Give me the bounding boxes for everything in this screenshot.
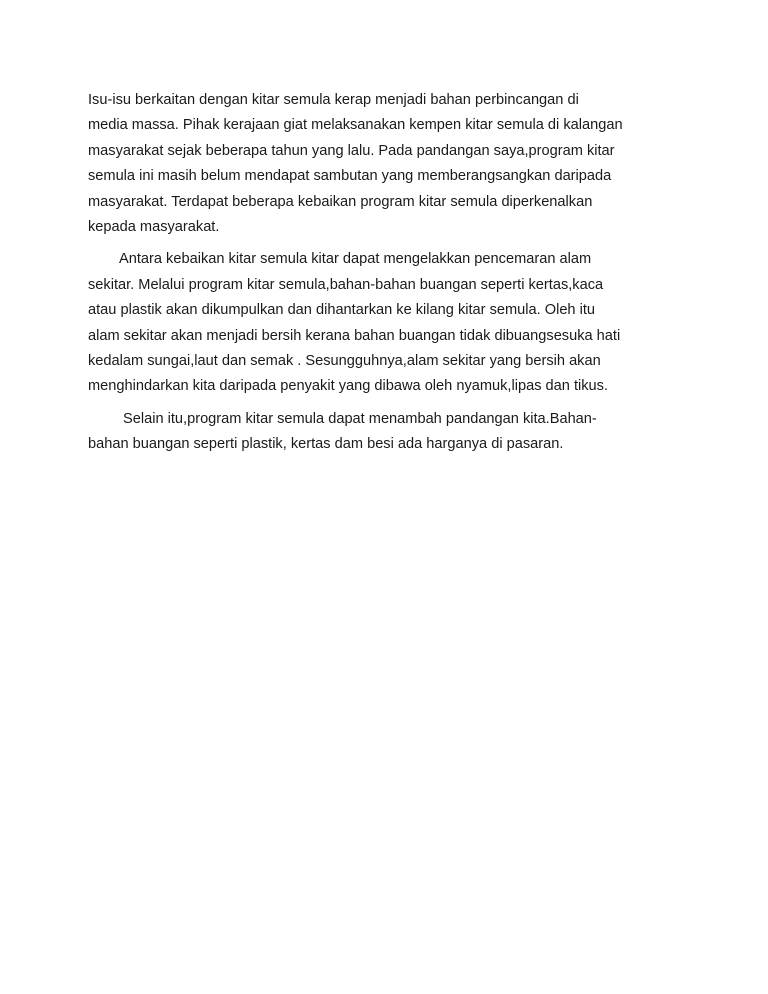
paragraph-line: semula ini masih belum mendapat sambutan yang memberangsangkan daripada — [88, 168, 612, 185]
paragraph-line: bahan buangan seperti plastik, kertas dam besi ada harganya di pasaran. — [88, 436, 564, 453]
paragraph-line: masyarakat sejak beberapa tahun yang lalu. Pada pandangan saya,program kitar — [88, 142, 615, 159]
paragraph-line: masyarakat. Terdapat beberapa kebaikan program kitar semula diperkenalkan — [88, 193, 593, 210]
paragraph-line: kedalam sungai,laut dan semak . Sesungguhnya,alam sekitar yang bersih akan — [88, 353, 601, 370]
paragraph-line: atau plastik akan dikumpulkan dan dihantarkan ke kilang kitar semula. Oleh itu — [88, 302, 596, 319]
paragraph-3 — [88, 407, 694, 458]
paragraph-line: kepada masyarakat. — [88, 219, 220, 236]
paragraph-line: Isu-isu berkaitan dengan kitar semula kerap menjadi bahan perbincangan di — [88, 92, 579, 108]
paragraph-line: alam sekitar akan menjadi bersih kerana bahan buangan tidak dibuangsesuka hati — [88, 327, 621, 344]
paragraph-2 — [88, 247, 694, 399]
paragraph-line: media massa. Pihak kerajaan giat melaksanakan kempen kitar semula di kalangan — [88, 117, 623, 134]
paragraph-line: sekitar. Melalui program kitar semula,bahan-bahan buangan seperti kertas,kaca — [88, 276, 604, 293]
paragraph-line: Selain itu,program kitar semula dapat menambah pandangan kita.Bahan- — [123, 410, 597, 427]
document-body — [88, 88, 694, 465]
paragraph-line: menghindarkan kita daripada penyakit yang dibawa oleh nyamuk,lipas dan tikus. — [88, 378, 609, 395]
paragraph-line: Antara kebaikan kitar semula kitar dapat mengelakkan pencemaran alam — [119, 251, 592, 268]
paragraph-1 — [88, 88, 694, 240]
